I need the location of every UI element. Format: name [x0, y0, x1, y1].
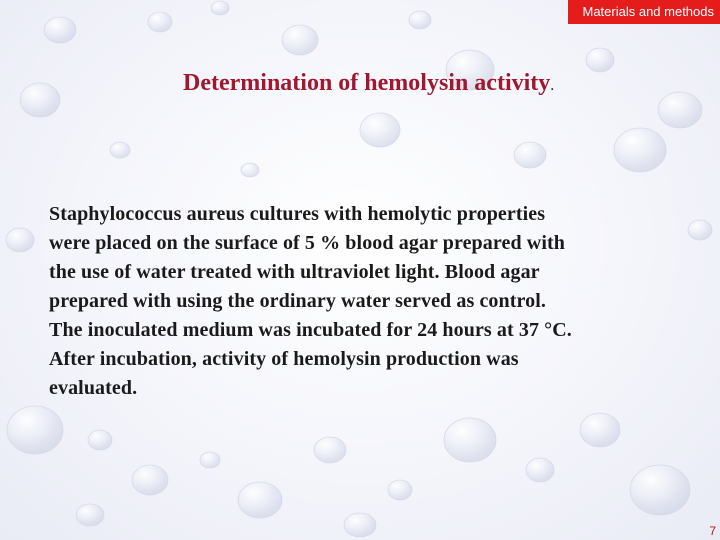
slide-title — [183, 70, 554, 97]
section-label-text: Materials and methods — [582, 4, 714, 19]
slide-body — [49, 200, 689, 403]
body-line: evaluated. — [49, 377, 138, 399]
body-line: The inoculated medium was incubated for 24 hours at 37 °C. — [49, 319, 572, 341]
slide-title-text: Determination of hemolysin activity — [183, 70, 551, 96]
body-line: prepared with using the ordinary water served as control. — [49, 290, 546, 312]
page-number: 7 — [709, 524, 716, 538]
body-line: the use of water treated with ultraviolet light. Blood agar — [49, 261, 540, 283]
slide-title-punct: . — [550, 77, 555, 94]
body-line: After incubation, activity of hemolysin production was — [49, 348, 519, 370]
body-line: Staphylococcus aureus cultures with hemolytic properties — [49, 203, 546, 225]
body-line: were placed on the surface of 5 % blood agar prepared with — [49, 232, 565, 254]
section-label — [568, 0, 720, 24]
